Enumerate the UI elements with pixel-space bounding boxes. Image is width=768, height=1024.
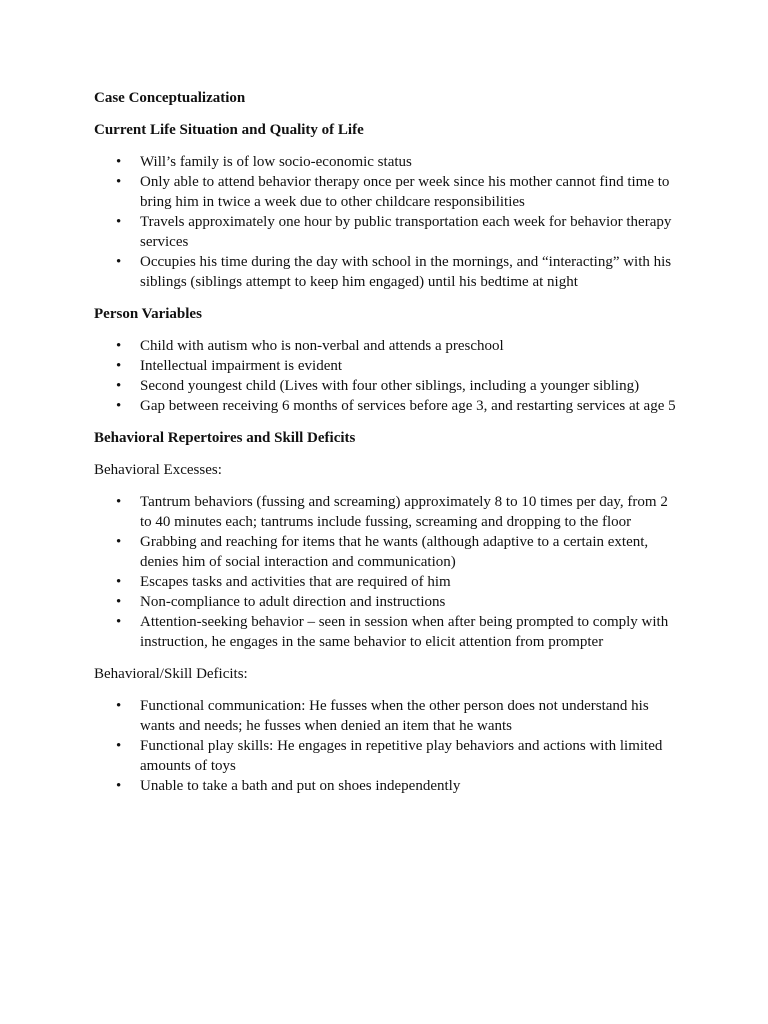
list-item: • Child with autism who is non-verbal and attends a preschool (94, 336, 678, 356)
document-title: Case Conceptualization (94, 90, 246, 106)
list-item: • Gap between receiving 6 months of services before age 3, and restarting services at age 5 (94, 396, 678, 416)
list-item: • Occupies his time during the day with school in the mornings, and “interacting” with his siblings (siblings attempt to keep him engaged) until his bedtime at night (94, 252, 678, 292)
person-variables-list (94, 336, 678, 416)
list-item: • Functional communication: He fusses when the other person does not understand his wants and needs; he fusses when denied an item that he wants (94, 696, 678, 736)
list-item: • Will’s family is of low socio-economic status (94, 152, 678, 172)
list-item: • Grabbing and reaching for items that he wants (although adaptive to a certain extent, denies him of social interaction and communication) (94, 532, 678, 572)
behavioral-excesses-list (94, 492, 678, 652)
section-heading-person-variables: Person Variables (94, 306, 202, 322)
section-heading-behavioral-repertoires: Behavioral Repertoires and Skill Deficits (94, 430, 356, 446)
subheading-skill-deficits: Behavioral/Skill Deficits: (94, 666, 248, 682)
life-situation-list (94, 152, 678, 292)
list-item: • Second youngest child (Lives with four other siblings, including a younger sibling) (94, 376, 678, 396)
list-item: • Intellectual impairment is evident (94, 356, 678, 376)
list-item: • Escapes tasks and activities that are required of him (94, 572, 678, 592)
list-item: • Travels approximately one hour by public transportation each week for behavior therapy services (94, 212, 678, 252)
list-item: • Unable to take a bath and put on shoes independently (94, 776, 678, 796)
subheading-behavioral-excesses: Behavioral Excesses: (94, 462, 222, 478)
list-item: • Attention-seeking behavior – seen in session when after being prompted to comply with instruction, he engages in the same behavior to elicit attention from prompter (94, 612, 678, 652)
list-item: • Only able to attend behavior therapy once per week since his mother cannot find time to bring him in twice a week due to other childcare responsibilities (94, 172, 678, 212)
list-item: • Tantrum behaviors (fussing and screaming) approximately 8 to 10 times per day, from 2 to 40 minutes each; tantrums include fussing, screaming and dropping to the floor (94, 492, 678, 532)
list-item: • Non-compliance to adult direction and instructions (94, 592, 678, 612)
skill-deficits-list (94, 696, 678, 796)
section-heading-life-situation: Current Life Situation and Quality of Life (94, 122, 364, 138)
list-item: • Functional play skills: He engages in repetitive play behaviors and actions with limited amounts of toys (94, 736, 678, 776)
